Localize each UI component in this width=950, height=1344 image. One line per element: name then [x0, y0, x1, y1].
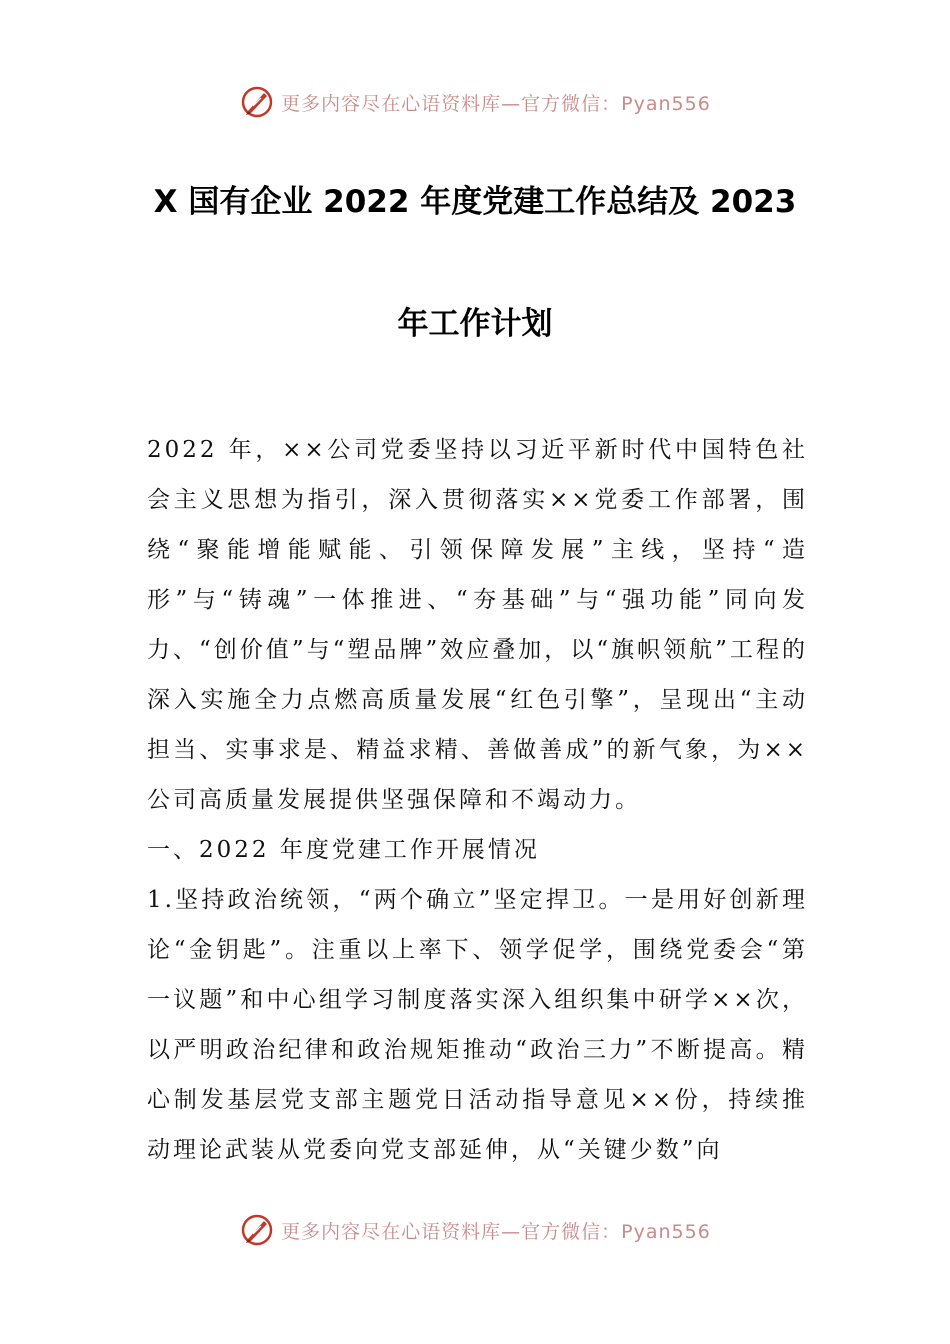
watermark-text: 更多内容尽在心语资料库—官方微信：Pyan556 [281, 1220, 711, 1243]
document-title-line-2: 年工作计划 [397, 306, 553, 342]
watermark-text: 更多内容尽在心语资料库—官方微信：Pyan556 [281, 92, 711, 115]
section-heading: 一、2022 年度党建工作开展情况 [147, 837, 540, 863]
quill-pen-icon [239, 84, 275, 120]
quill-pen-icon [239, 1212, 275, 1248]
body-paragraph: 1.坚持政治统领，“两个确立”坚定捍卫。一是用好创新理论“金钥匙”。注重以上率下、领学促学，围绕党委会“第一议题”和中心组学习制度落实深入组织集中研学××次，以严明政治纪律和政治规矩推动“政治三力”不断提高。精心制发基层党支部主题党日活动指导意见××份，持续推动理论武装从党委向党支部延伸，从“关键少数”向 [147, 887, 808, 1163]
footer-watermark [0, 1208, 950, 1252]
document-title-line-1: X 国有企业 2022 年度党建工作总结及 2023 [153, 184, 797, 220]
document-body [147, 425, 808, 1175]
header-watermark [0, 80, 950, 124]
intro-paragraph: 2022 年，××公司党委坚持以习近平新时代中国特色社会主义思想为指引，深入贯彻落实××党委工作部署，围绕“聚能增能赋能、引领保障发展”主线，坚持“造形”与“铸魂”一体推进、“夯基础”与“强功能”同向发力、“创价值”与“塑品牌”效应叠加，以“旗帜领航”工程的深入实施全力点燃高质量发展“红色引擎”，呈现出“主动担当、实事求是、精益求精、善做善成”的新气象，为××公司高质量发展提供坚强保障和不竭动力。 [147, 437, 808, 813]
